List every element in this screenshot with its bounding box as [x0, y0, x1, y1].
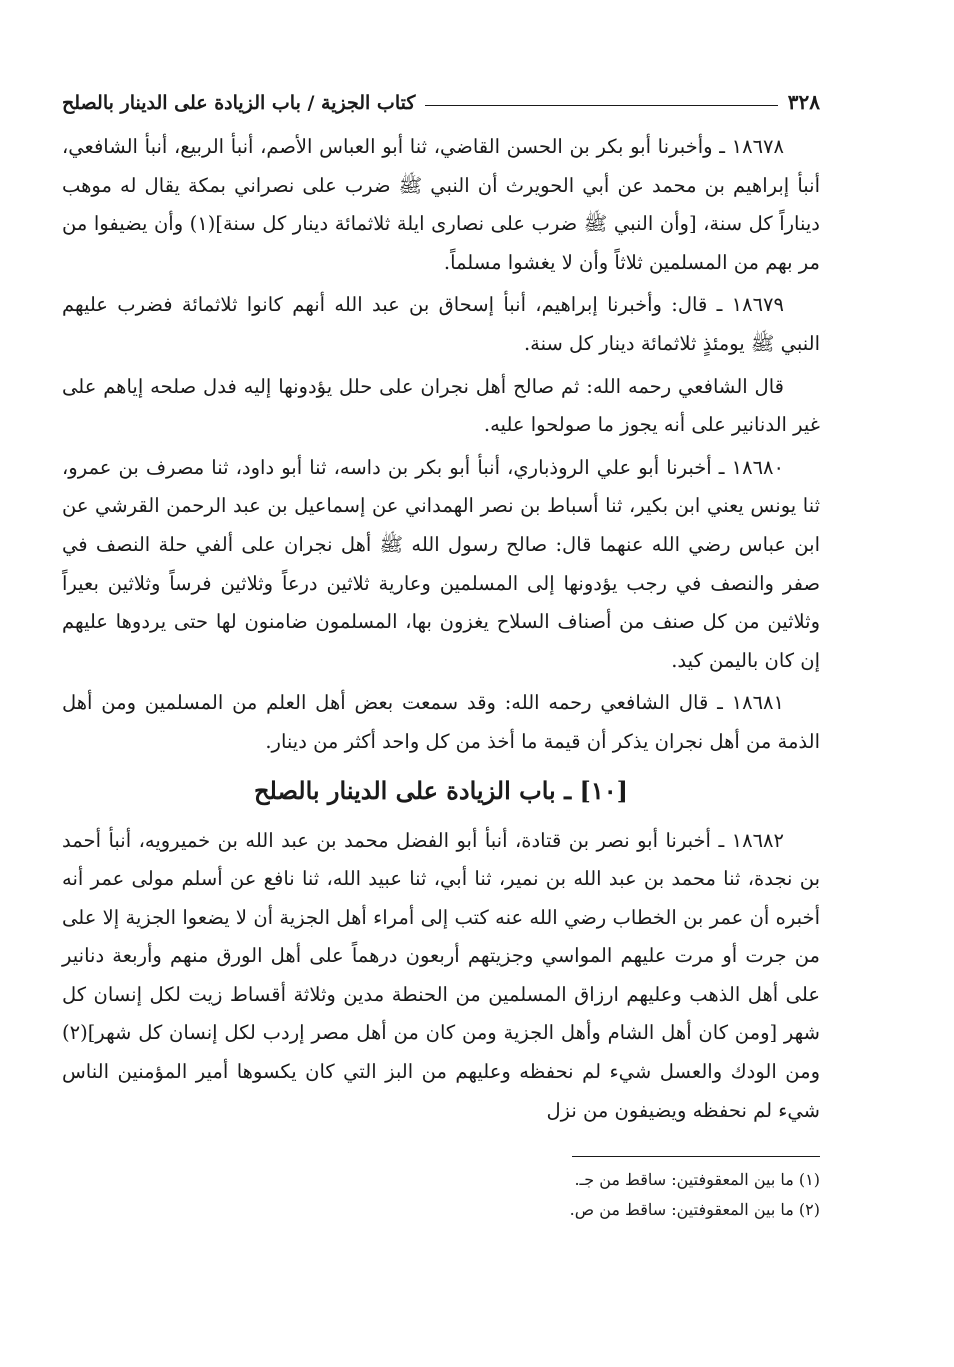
- hadith-18682: ١٨٦٨٢ ـ أخبرنا أبو نصر بن قتادة، أنبأ أبو الفضل محمد بن عبد الله بن خميرويه، أنبأ أحمد بن نجدة، ثنا محمد بن عبد الله بن نمير، ثنا أبي، ثنا عبيد الله، ثنا نافع عن أسلم مولى عمر أنه أخبره أن عمر بن الخطاب رضي الله عنه كتب إلى أمراء أهل الجزية أن لا يضعوا الجزية إلا على من جرت أو مرت عليهم المواسي وجزيتهم أربعون درهماً على أهل الورق منهم وأربعة دنانير على أهل الذهب وعليهم ارزاق المسلمين من الحنطة مدين وثلاثة أقساط زيت لكل إنسان كل شهر [ومن كان أهل الشام وأهل الجزية ومن كان من أهل مصر إردب لكل إنسان كل شهر](٢) ومن الودك والعسل شيء لم نحفظه وعليهم من البز التي كان يكسوها أمير المؤمنين الناس شيء لم نحفظه ويضيفون من نزل: [62, 828, 820, 1122]
- footnote-divider: [572, 1156, 820, 1157]
- hadith-18678: ١٨٦٧٨ ـ وأخبرنا أبو بكر بن الحسن القاضي، ثنا أبو العباس الأصم، أنبأ الربيع، أنبأ الشافعي، أنبأ إبراهيم بن محمد عن أبي الحويرث أن النبي ﷺ ضرب على نصراني بمكة يقال له موهب ديناراً كل سنة، [وأن النبي ﷺ ضرب على نصارى ايلة ثلاثمائة دينار كل سنة](١) وأن يضيفوا من مر بهم من المسلمين ثلاثاً وأن لا يغشوا مسلماً.: [62, 135, 820, 274]
- page-header: [62, 70, 820, 114]
- hadith-18679: ١٨٦٧٩ ـ قال: وأخبرنا إبراهيم، أنبأ إسحاق بن عبد الله أنهم كانوا ثلاثمائة فضرب عليهم النبي ﷺ يومئذٍ ثلاثمائة دينار كل سنة.: [62, 293, 820, 355]
- book-page: [62, 70, 820, 1225]
- header-rule: [425, 105, 777, 106]
- hadith-18680: ١٨٦٨٠ ـ أخبرنا أبو علي الروذباري، أنبأ أبو بكر بن داسه، ثنا أبو داود، ثنا مصرف بن عمرو، ثنا يونس يعني ابن بكير، ثنا أسباط بن نصر الهمداني عن إسماعيل بن عبد الرحمن القرشي عن ابن عباس رضي الله عنهما قال: صالح رسول الله ﷺ أهل نجران على ألفي حلة النصف في صفر والنصف في رجب يؤدونها إلى المسلمين وعارية ثلاثين درعاً وثلاثين فرساً وثلاثين بعيراً وثلاثين من كل صنف من أصناف السلاح يغزون بها، المسلمون ضامنون لها حتى يردوها عليهم إن كان باليمن كيد.: [62, 455, 820, 672]
- footnote-2: (٢) ما بين المعقوفتين: ساقط من ص.: [569, 1200, 820, 1220]
- shafii-comment: قال الشافعي رحمه الله: ثم صالح أهل نجران على حلل يؤدونها إليه فدل صلحه إياهم على غير الدنانير على أنه يجوز ما صولحوا عليه.: [62, 374, 820, 437]
- chapter-heading: [١٠] ـ باب الزيادة على الدينار بالصلح: [254, 775, 628, 805]
- footnote-1: (١) ما بين المعقوفتين: ساقط من جـ.: [574, 1170, 820, 1190]
- page-number: ٣٢٨: [787, 90, 820, 114]
- running-title: كتاب الجزية / باب الزيادة على الدينار بالصلح: [62, 92, 416, 114]
- hadith-18681: ١٨٦٨١ ـ قال الشافعي رحمه الله: وقد سمعت بعض أهل العلم من المسلمين ومن أهل الذمة من أهل نجران يذكر أن قيمة ما أخذ من كل واحد أكثر من دينار.: [62, 691, 820, 753]
